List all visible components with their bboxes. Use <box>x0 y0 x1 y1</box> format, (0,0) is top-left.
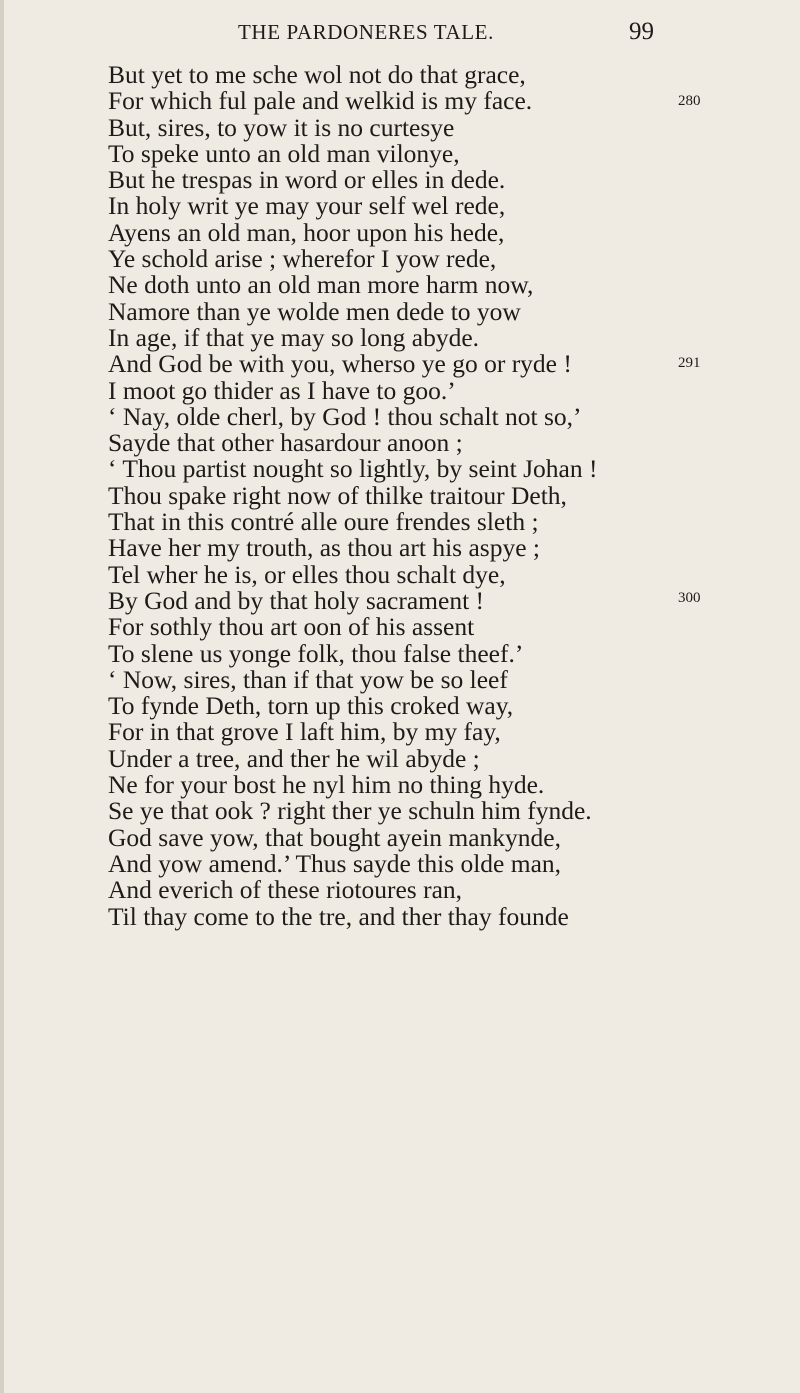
running-title: THE PARDONERES TALE. <box>238 20 494 44</box>
verse-line: ‘ Nay, olde cherl, by God ! thou schalt not so,’ <box>108 401 582 431</box>
verse-line: Ye schold arise ; wherefor I yow rede, <box>108 244 497 274</box>
page-edge <box>0 0 4 1393</box>
verse-line: Ne doth unto an old man more harm now, <box>108 270 534 300</box>
verse-line: Se ye that ook ? right ther ye schuln him fynde. <box>108 796 592 826</box>
verse-line: ‘ Now, sires, than if that yow be so leef <box>108 664 508 694</box>
verse-line: Namore than ye wolde men dede to yow <box>108 296 521 326</box>
verse-line: But, sires, to yow it is no curtesye <box>108 112 455 142</box>
line-number: 291 <box>678 355 701 371</box>
verse-line: I moot go thider as I have to goo.’ <box>108 375 456 405</box>
verse-line: For sothly thou art oon of his assent <box>108 612 475 642</box>
verse-line: Ne for your bost he nyl him no thing hyde. <box>108 770 545 800</box>
verse-line: To slene us yonge folk, thou false theef.’ <box>108 638 524 668</box>
verse-line: And everich of these riotoures ran, <box>108 875 463 905</box>
verse-text <box>108 62 668 930</box>
verse-line: Til thay come to the tre, and ther thay founde <box>108 901 569 931</box>
verse-line: For which ful pale and welkid is my face. <box>108 86 533 116</box>
verse-line: Tel wher he is, or elles thou schalt dye, <box>108 559 506 589</box>
verse-line: And God be with you, wherso ye go or ryde ! <box>108 349 572 379</box>
verse-line: In holy writ ye may your self wel rede, <box>108 191 506 221</box>
verse-line: That in this contré alle oure frendes sleth ; <box>108 507 539 537</box>
verse-line: And yow amend.’ Thus sayde this olde man, <box>108 848 562 878</box>
line-number: 280 <box>678 93 701 109</box>
verse-line: To fynde Deth, torn up this croked way, <box>108 691 514 721</box>
verse-line: In age, if that ye may so long abyde. <box>108 322 480 352</box>
verse-line: ‘ Thou partist nought so lightly, by seint Johan ! <box>108 454 598 484</box>
verse-line: God save yow, that bought ayein mankynde, <box>108 822 561 852</box>
verse-line: But yet to me sche wol not do that grace, <box>108 60 526 89</box>
verse-line: By God and by that holy sacrament ! <box>108 585 485 615</box>
page-number: 99 <box>629 18 654 45</box>
verse-line: Have her my trouth, as thou art his aspye ; <box>108 533 540 563</box>
verse-line: For in that grove I laft him, by my fay, <box>108 717 501 747</box>
verse-line: To speke unto an old man vilonye, <box>108 138 460 168</box>
running-head <box>0 20 800 50</box>
verse-line: Ayens an old man, hoor upon his hede, <box>108 217 505 247</box>
verse-line: But he trespas in word or elles in dede. <box>108 165 506 195</box>
line-number: 300 <box>678 590 701 606</box>
verse-line: Sayde that other hasardour anoon ; <box>108 428 463 458</box>
verse-line: Under a tree, and ther he wil abyde ; <box>108 743 480 773</box>
verse-line: Thou spake right now of thilke traitour Deth, <box>108 480 567 510</box>
